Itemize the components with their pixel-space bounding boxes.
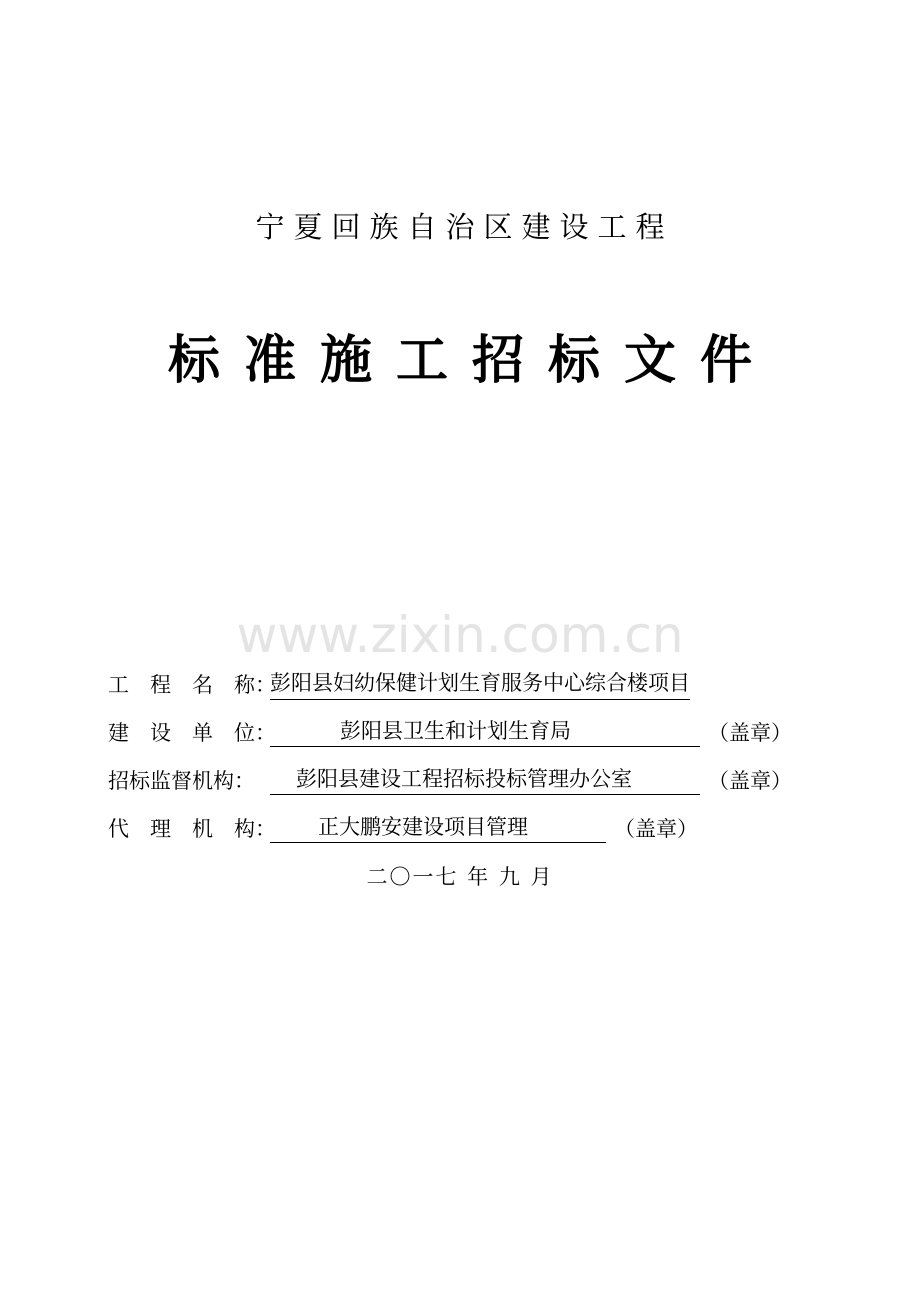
builder-label: 建 设 单 位： [108,721,276,745]
supervisor-value: 彭阳县建设工程招标投标管理办公室 [270,764,700,795]
agent-value: 正大鹏安建设项目管理 [270,812,606,843]
builder-stamp: （盖章） [708,721,792,745]
project-name-row [108,668,690,702]
project-name-value: 彭阳县妇幼保健计划生育服务中心综合楼项目 [270,668,690,700]
watermark: www.zixin.com.cn [236,606,684,664]
agent-label: 代 理 机 构： [108,817,276,841]
project-name-label: 工 程 名 称： [108,673,276,697]
document-subtitle: 宁夏回族自治区建设工程 [255,210,674,244]
supervisor-stamp: （盖章） [708,769,792,793]
builder-value: 彭阳县卫生和计划生育局 [270,716,700,747]
supervisor-label: 招标监督机构： [108,769,255,793]
document-date: 二〇一七 年 九 月 [366,865,554,889]
document-title: 标准施工招标文件 [167,330,776,391]
builder-row [108,716,792,750]
supervisor-row [108,764,792,798]
agent-row [108,812,698,846]
agent-stamp: （盖章） [614,817,698,841]
